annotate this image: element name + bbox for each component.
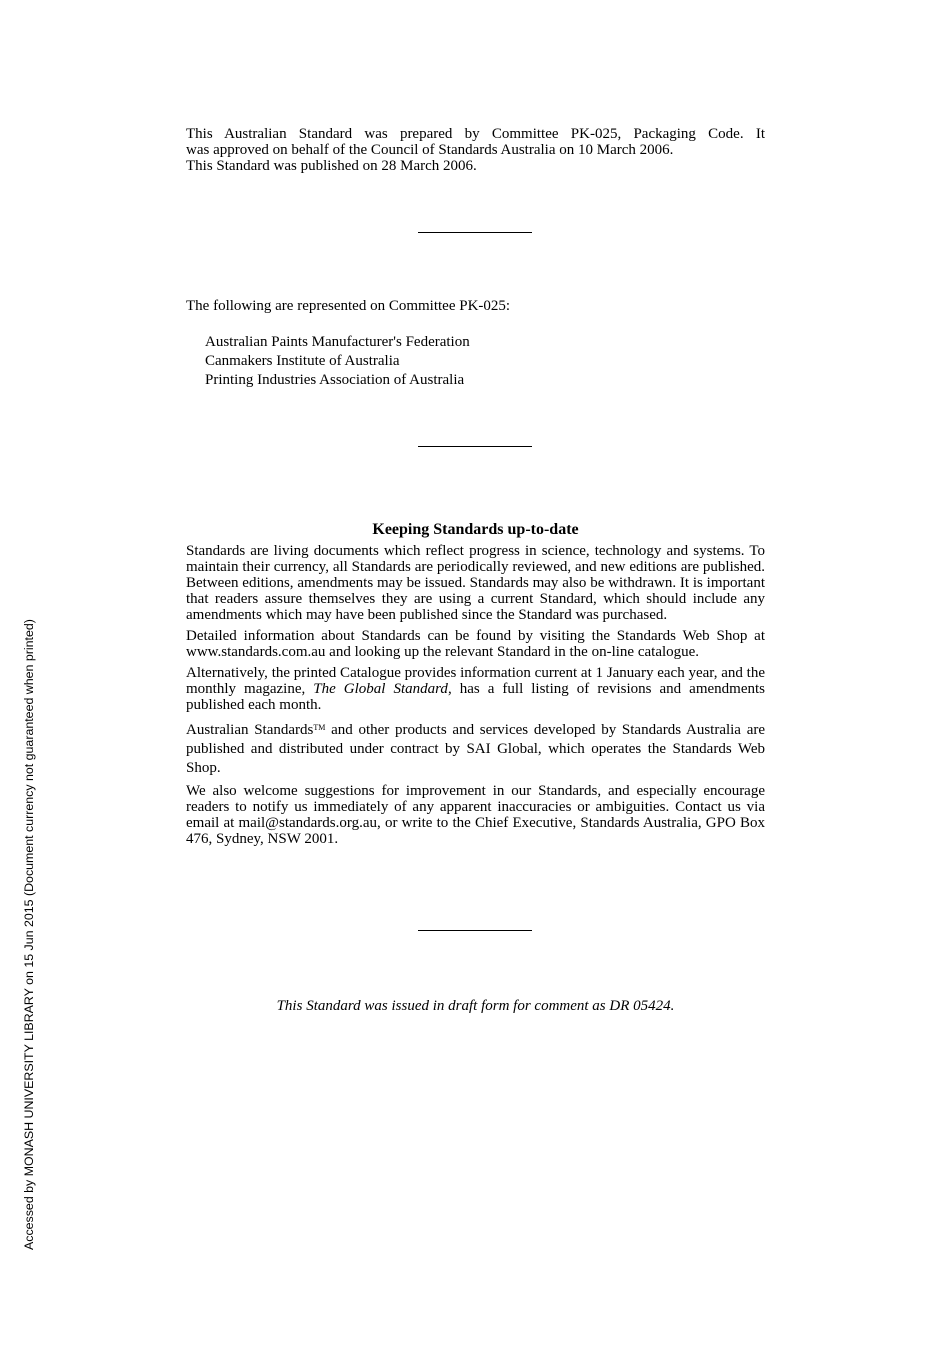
publication-info-line-3: This Standard was published on 28 March 2006.	[186, 158, 477, 174]
access-watermark: Accessed by MONASH UNIVERSITY LIBRARY on 15 Jun 2015 (Document currency not guaranteed when printed)	[22, 619, 36, 1250]
keeping-paragraph-3-text: Alternatively, the printed Catalogue provides information current at 1 January each year, and the monthly magazine,	[186, 665, 765, 697]
publication-info-line-1: This Australian Standard was prepared by Committee PK-025, Packaging Code. It	[186, 126, 765, 142]
keeping-paragraph-4-text: Australian Standards	[186, 722, 314, 738]
keeping-paragraph-5: We also welcome suggestions for improvement in our Standards, and especially encourage readers to notify us immediately of any apparent inaccuracies or ambiguities. Contact us via email at mail@standards.org.au, or write to the Chief Executive, Standards Australia, GPO Box 476, Sydney, NSW 2001.	[186, 783, 765, 847]
trademark-mark: TM	[313, 723, 326, 732]
keeping-paragraph-2: Detailed information about Standards can be found by visiting the Standards Web Shop at www.standards.com.au and looking up the relevant Standard in the on-line catalogue.	[186, 628, 765, 660]
keeping-standards-heading: Keeping Standards up-to-date	[372, 521, 579, 538]
keeping-paragraph-4	[186, 718, 765, 778]
committee-member: Australian Paints Manufacturer's Federation	[205, 334, 470, 350]
keeping-paragraph-4-text-end: and other products and services developed by Standards Australia are published and distributed under contract by SAI Global, which operates the Standards Web Shop.	[186, 722, 766, 776]
committee-title: The following are represented on Committee PK-025:	[186, 298, 511, 314]
section-divider	[418, 232, 532, 233]
section-divider	[418, 930, 532, 931]
keeping-standards-body	[186, 543, 765, 852]
keeping-paragraph-3-text-end: , has a full listing of revisions and amendments published each month.	[186, 681, 765, 713]
section-divider	[418, 446, 532, 447]
draft-note: This Standard was issued in draft form for comment as DR 05424.	[276, 998, 675, 1014]
keeping-paragraph-3	[186, 665, 765, 713]
global-standard-title: The Global Standard	[313, 681, 448, 697]
keeping-paragraph-1: Standards are living documents which reflect progress in science, technology and systems. To maintain their currency, all Standards are periodically reviewed, and new editions are published. Between editions, amendments may be issued. Standards may also be withdrawn. It is important that readers assure themselves they are using a current Standard, which should include any amendments which may have been published since the Standard was purchased.	[186, 543, 765, 623]
committee-members-list	[205, 333, 470, 390]
publication-info-line-2: was approved on behalf of the Council of Standards Australia on 10 March 2006.	[186, 142, 674, 158]
committee-member: Canmakers Institute of Australia	[205, 353, 400, 369]
committee-member: Printing Industries Association of Australia	[205, 372, 465, 388]
publication-info	[186, 126, 765, 174]
